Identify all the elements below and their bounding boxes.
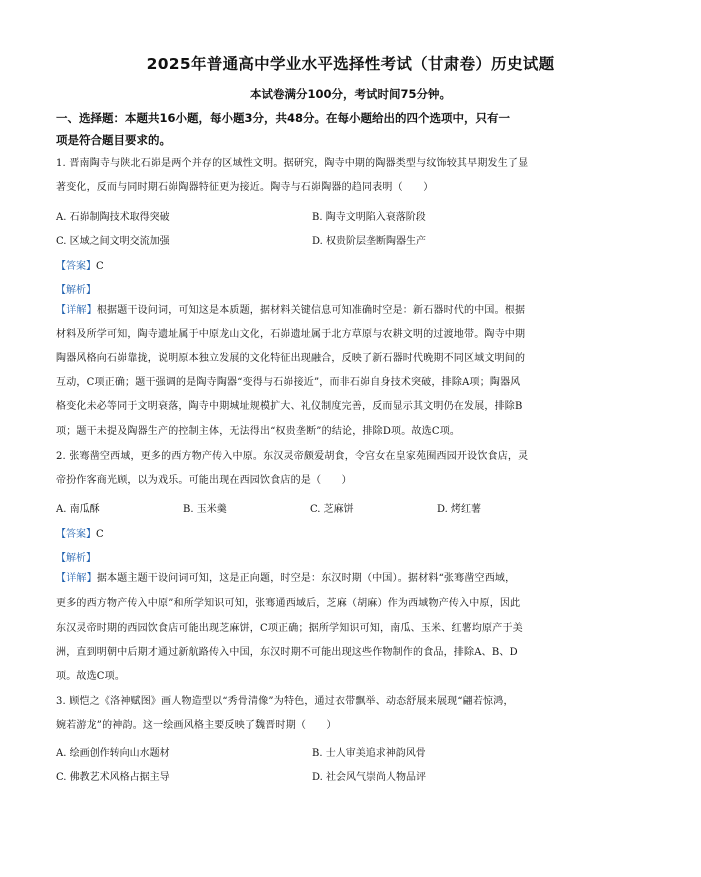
- q2-option-a: A. 南瓜酥: [56, 504, 100, 515]
- q1-option-b: B. 陶寺文明陷入衰落阶段: [312, 212, 426, 223]
- q3-option-d: D. 社会风气崇尚人物品评: [312, 772, 427, 783]
- q3-stem-line1: 3. 顾恺之《洛神赋图》画人物造型以“秀骨清像”为特色，通过衣带飘举、动态舒展来展现“翩若惊鸿，: [56, 696, 514, 707]
- exam-info: 本试卷满分100分，考试时间75分钟。: [249, 87, 451, 101]
- q1-option-d: D. 权贵阶层垄断陶器生产: [312, 236, 427, 247]
- q1-stem-line1: 1. 晋南陶寺与陕北石峁是两个并存的区域性文明。据研究，陶寺中期的陶器类型与纹饰较其早期发生了显: [56, 158, 529, 169]
- q1-explanation-line6: 项；题干未提及陶器生产的控制主体，无法得出“权贵垄断”的结论，排除D项。故选C项。: [56, 426, 461, 437]
- q2-explanation-text1: 据本题主题干设问词可知，这是正向题，时空是：东汉时期（中国）。据材料“张骞凿空西域，: [96, 573, 516, 584]
- q2-option-b: B. 玉米羹: [183, 504, 227, 515]
- q1-explanation-line5: 格变化未必等同于文明衰落，陶寺中期城址规模扩大、礼仪制度完善，反而显示其文明仍在发展，排除B: [56, 401, 523, 412]
- q1-option-a: A. 石峁制陶技术取得突破: [56, 212, 170, 223]
- q1-answer: [56, 257, 104, 272]
- q2-answer-value: C: [96, 529, 104, 540]
- q1-explanation-line1: [56, 299, 664, 323]
- q3-option-c: C. 佛教艺术风格占据主导: [56, 772, 170, 783]
- q2-explanation-line5: 项。故选C项。: [56, 671, 126, 682]
- q2-explanation-line1: [56, 567, 664, 591]
- q2-stem-line2: 帝扮作客商光顾，以为戏乐。可能出现在西园饮食店的是（ ）: [56, 475, 352, 486]
- q1-answer-label: 【答案】: [56, 261, 96, 272]
- q2-explain-label: 【详解】: [56, 573, 97, 584]
- q1-answer-value: C: [96, 261, 104, 272]
- q1-analysis-label: 【解析】: [56, 285, 96, 296]
- q2-analysis-label: 【解析】: [56, 553, 96, 564]
- section-heading-line1: 一、选择题：本题共16小题，每小题3分，共48分。在每小题给出的四个选项中，只有一: [56, 111, 511, 125]
- q2-stem-line1: 2. 张骞凿空西域，更多的西方物产传入中原。东汉灵帝颇爱胡食，令宫女在皇家苑囿西园开设饮食店，灵: [56, 451, 529, 462]
- q1-explain-label: 【详解】: [56, 305, 97, 316]
- q3-option-b: B. 士人审美追求神韵风骨: [312, 748, 426, 759]
- q1-explanation-line2: 材料及所学可知，陶寺遗址属于中原龙山文化，石峁遗址属于北方草原与农耕文明的过渡地带。陶寺中期: [56, 329, 526, 340]
- q1-option-c: C. 区域之间文明交流加强: [56, 236, 170, 247]
- q1-stem-line2: 著变化，反而与同时期石峁陶器特征更为接近。陶寺与石峁陶器的趋同表明（ ）: [56, 182, 434, 193]
- q2-explanation-line4: 洲，直到明朝中后期才通过新航路传入中国，东汉时期不可能出现这些作物制作的食品，排除A、B、D: [56, 647, 518, 658]
- q1-explanation-line4: 互动，C项正确；题干强调的是陶寺陶器“变得与石峁接近”，而非石峁自身技术突破，排除A项；陶器风: [56, 377, 521, 388]
- q3-option-a: A. 绘画创作转向山水题材: [56, 748, 170, 759]
- q2-explanation-line3: 东汉灵帝时期的西园饮食店可能出现芝麻饼，C项正确；据所学知识可知，南瓜、玉米、红薯均原产于美: [56, 623, 523, 634]
- q1-explanation-text1: 根据题干设问词，可知这是本质题，据材料关键信息可知准确时空是：新石器时代的中国。根据: [96, 305, 526, 316]
- q1-explanation-line3: 陶器风格向石峁靠拢，说明原本独立发展的文化特征出现融合，反映了新石器时代晚期不同区域文明间的: [56, 353, 526, 364]
- q2-option-d: D. 烤红薯: [437, 504, 482, 515]
- section-heading-line2: 项是符合题目要求的。: [56, 133, 171, 147]
- q2-explanation-line2: 更多的西方物产传入中原”和所学知识可知，张骞通西域后，芝麻（胡麻）作为西域物产传入中原，因此: [56, 598, 521, 609]
- page-title: 2025年普通高中学业水平选择性考试（甘肃卷）历史试题: [146, 55, 555, 73]
- q3-stem-line2: 婉若游龙”的神韵。这一绘画风格主要反映了魏晋时期（ ）: [56, 720, 337, 731]
- q2-answer-label: 【答案】: [56, 529, 96, 540]
- q2-answer: [56, 525, 104, 540]
- q2-option-c: C. 芝麻饼: [310, 504, 354, 515]
